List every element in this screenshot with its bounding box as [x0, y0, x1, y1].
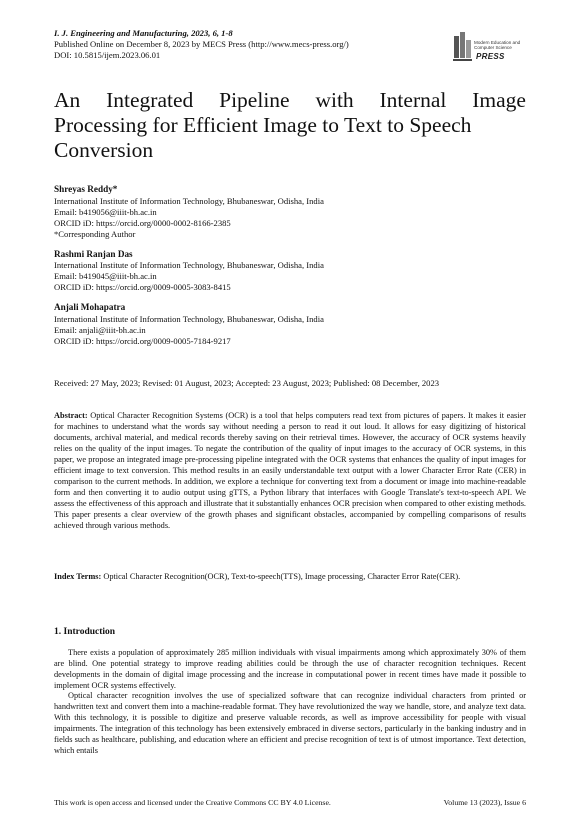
abstract [54, 411, 526, 531]
page-footer [54, 798, 526, 807]
author-name: Anjali Mohapatra [54, 302, 126, 313]
body-paragraph: Optical character recognition involves the use of specialized software that can recognize individual characters from printed or handwritten text and convert them into a machine-readable format. They have revolutionized the way we handle, store, and analyze text data. With this technology, it is possible to digitize and preserve valuable records, as well as improve accessibility for people with visual impairments. The integration of this technology has been extensively embraced in diverse sectors, particularly in the banking industry and in fields such as healthcare, publishing, and education where an efficient and precise recognition of text is of utmost importance. Text detection, which entails [54, 691, 526, 755]
author-block [54, 302, 526, 347]
index-terms [54, 572, 526, 583]
author-block [54, 184, 526, 240]
title-word: Internal [379, 88, 447, 112]
index-terms-label: Index Terms: [54, 572, 102, 581]
author-detail: International Institute of Information Technology, Bhubaneswar, Odisha, India [54, 195, 324, 206]
author-detail: Email: anjali@iiit-bh.ac.in [54, 324, 146, 335]
title-line-1 [54, 88, 526, 113]
abstract-label: Abstract: [54, 411, 88, 420]
abstract-text: Optical Character Recognition Systems (OCR) is a tool that helps computers read text from pictures of papers. It makes it easier for machines to understand what the words say without needing a person to read it out loud. It allows for easy digitizing of historical documents, archival material, and medical records thereby saving on their retrieval times. However, the accuracy of OCR systems heavily relies on the quality of the input images. To negate the contribution of the quality of input images to the accuracy of OCR systems, in this paper, we propose an integrated image pre-processing pipeline integrated with the OCR systems that enhances the quality of input images for efficient image to text conversion. This method results in an easily understandable text output with a lower Character Error Rate (CER) in comparison to the current methods. In addition, we explore a technique for converting text from a document or image into machine-readable form and then converting it to audio output using gTTS, a Python library that interfaces with Google Translate's text-to-speech API. We assess the effectiveness of this approach and illustrate that it substantially enhances OCR precision when compared to other existing methods. This paper presents a clear overview of the growth phases and significant obstacles, accompanied by compelling comparisons of results achieved through various methods. [54, 411, 527, 530]
author-detail: *Corresponding Author [54, 228, 136, 239]
section-heading: 1. Introduction [54, 627, 116, 637]
mecs-press-logo [452, 28, 530, 70]
title-word: Integrated [106, 88, 194, 112]
author-block [54, 249, 526, 294]
author-detail: International Institute of Information Technology, Bhubaneswar, Odisha, India [54, 314, 324, 325]
author-detail: Email: b419056@iiit-bh.ac.in [54, 206, 157, 217]
logo-text: Modern Education and Computer Science [474, 40, 521, 50]
title-word: An [54, 88, 81, 112]
author-name: Shreyas Reddy* [54, 184, 118, 194]
footer-license: This work is open access and licensed under the Creative Commons CC BY 4.0 License. [54, 798, 331, 807]
author-detail: Email: b419045@iiit-bh.ac.in [54, 271, 157, 282]
body-paragraph: There exists a population of approximately 285 million individuals with visual impairments among which approximately 30% of them are blind. One potential strategy to improve reading abilities could be through the use of character recognition techniques. Recent developments in the domain of digital image processing and the increase in computational power in recent times have made it possible to implement OCR systems effectively. [54, 648, 526, 690]
title-line-3: Conversion [54, 138, 154, 162]
author-detail: ORCID iD: https://orcid.org/0000-0002-8166-2385 [54, 217, 231, 228]
section-body [54, 648, 526, 756]
author-name: Rashmi Ranjan Das [54, 248, 133, 259]
mecs-emblem-icon [452, 30, 474, 64]
title-word: with [315, 88, 354, 112]
received-dates: Received: 27 May, 2023; Revised: 01 August, 2023; Accepted: 23 August, 2023; Published: 08 December, 2023 [54, 378, 440, 388]
author-list [54, 184, 526, 356]
doi: DOI: 10.5815/ijem.2023.06.01 [54, 50, 161, 60]
title-line-2: Processing for Efficient Image to Text to Speech [54, 113, 472, 137]
author-detail: ORCID iD: https://orcid.org/0009-0005-7184-9217 [54, 335, 231, 346]
journal-name: I. J. Engineering and Manufacturing, [54, 28, 189, 38]
title-word: Image [472, 88, 526, 112]
journal-issue: 2023, 6, 1-8 [191, 28, 233, 38]
paper-title [54, 88, 526, 163]
footer-volume: Volume 13 (2023), Issue 6 [443, 798, 526, 807]
title-word: Pipeline [219, 88, 290, 112]
logo-press: PRESS [476, 52, 505, 61]
author-detail: ORCID iD: https://orcid.org/0009-0005-3083-8415 [54, 282, 231, 293]
author-detail: International Institute of Information Technology, Bhubaneswar, Odisha, India [54, 260, 324, 271]
published-line: Published Online on December 8, 2023 by MECS Press (http://www.mecs-press.org/) [54, 39, 349, 49]
index-terms-text: Optical Character Recognition(OCR), Text-to-speech(TTS), Image processing, Character Error Rate(CER). [103, 572, 461, 581]
